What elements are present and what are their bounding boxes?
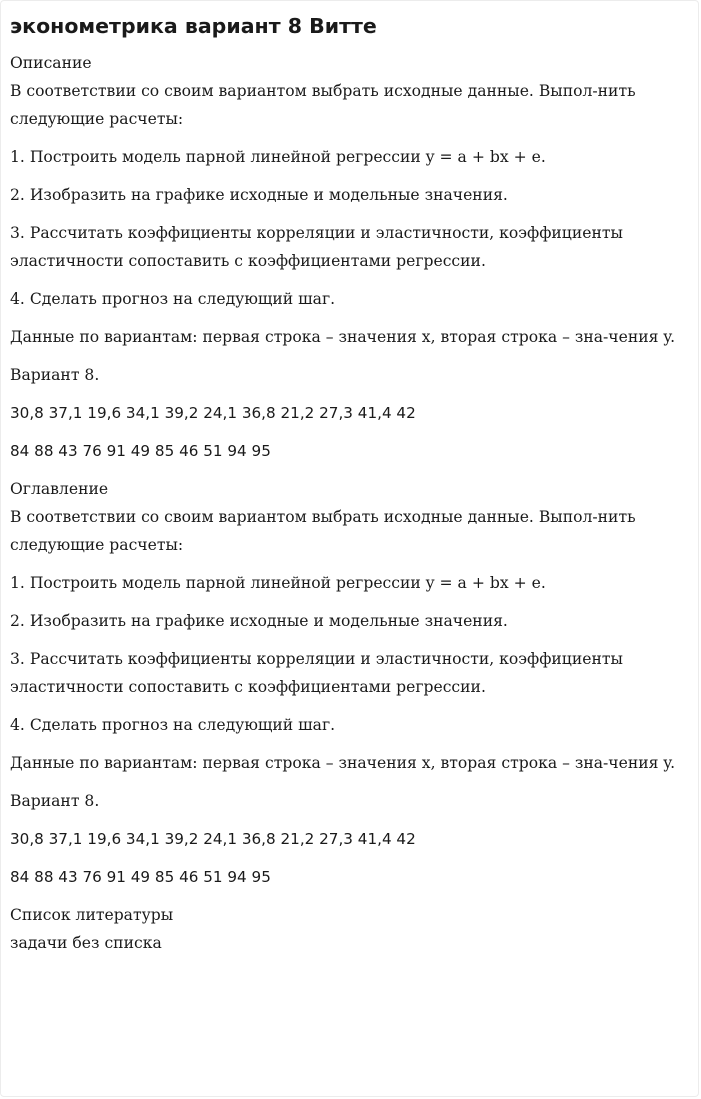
- contents-paragraph-data-note: Данные по вариантам: первая строка – значения x, вторая строка – зна-чения y.: [10, 754, 676, 772]
- description-paragraph-task-3: 3. Рассчитать коэффициенты корреляции и эластичности, коэффициенты эластичности сопоставить с коэффициентами регрессии.: [10, 224, 623, 270]
- references-section: [10, 901, 689, 957]
- description-paragraph-task-1: 1. Построить модель парной линейной регрессии y = a + bx + e.: [10, 148, 546, 166]
- description-paragraph-variant: Вариант 8.: [10, 366, 100, 384]
- description-section: [10, 49, 689, 465]
- contents-paragraph-task-1: 1. Построить модель парной линейной регрессии y = a + bx + e.: [10, 574, 546, 592]
- description-paragraph-task-4: 4. Сделать прогноз на следующий шаг.: [10, 290, 336, 308]
- contents-paragraph-intro: В соответствии со своим вариантом выбрать исходные данные. Выпол-нить следующие расчеты:: [10, 508, 636, 554]
- description-heading: Описание: [10, 54, 92, 72]
- contents-paragraph-variant: Вариант 8.: [10, 792, 100, 810]
- description-x-values: 30,8 37,1 19,6 34,1 39,2 24,1 36,8 21,2 27,3 41,4 42: [10, 404, 416, 422]
- contents-paragraph-task-4: 4. Сделать прогноз на следующий шаг.: [10, 716, 336, 734]
- description-paragraph-intro: В соответствии со своим вариантом выбрать исходные данные. Выпол-нить следующие расчеты:: [10, 82, 636, 128]
- contents-y-values: 84 88 43 76 91 49 85 46 51 94 95: [10, 868, 271, 886]
- references-text: задачи без списка: [10, 934, 162, 952]
- contents-heading: Оглавление: [10, 480, 109, 498]
- references-heading: Список литературы: [10, 906, 174, 924]
- contents-paragraph-task-2: 2. Изобразить на графике исходные и модельные значения.: [10, 612, 508, 630]
- contents-paragraph-task-3: 3. Рассчитать коэффициенты корреляции и эластичности, коэффициенты эластичности сопоставить с коэффициентами регрессии.: [10, 650, 623, 696]
- contents-x-values: 30,8 37,1 19,6 34,1 39,2 24,1 36,8 21,2 27,3 41,4 42: [10, 830, 416, 848]
- page-title: эконометрика вариант 8 Витте: [10, 14, 377, 38]
- contents-section: [10, 475, 689, 891]
- description-y-values: 84 88 43 76 91 49 85 46 51 94 95: [10, 442, 271, 460]
- description-paragraph-task-2: 2. Изобразить на графике исходные и модельные значения.: [10, 186, 508, 204]
- description-paragraph-data-note: Данные по вариантам: первая строка – значения x, вторая строка – зна-чения y.: [10, 328, 676, 346]
